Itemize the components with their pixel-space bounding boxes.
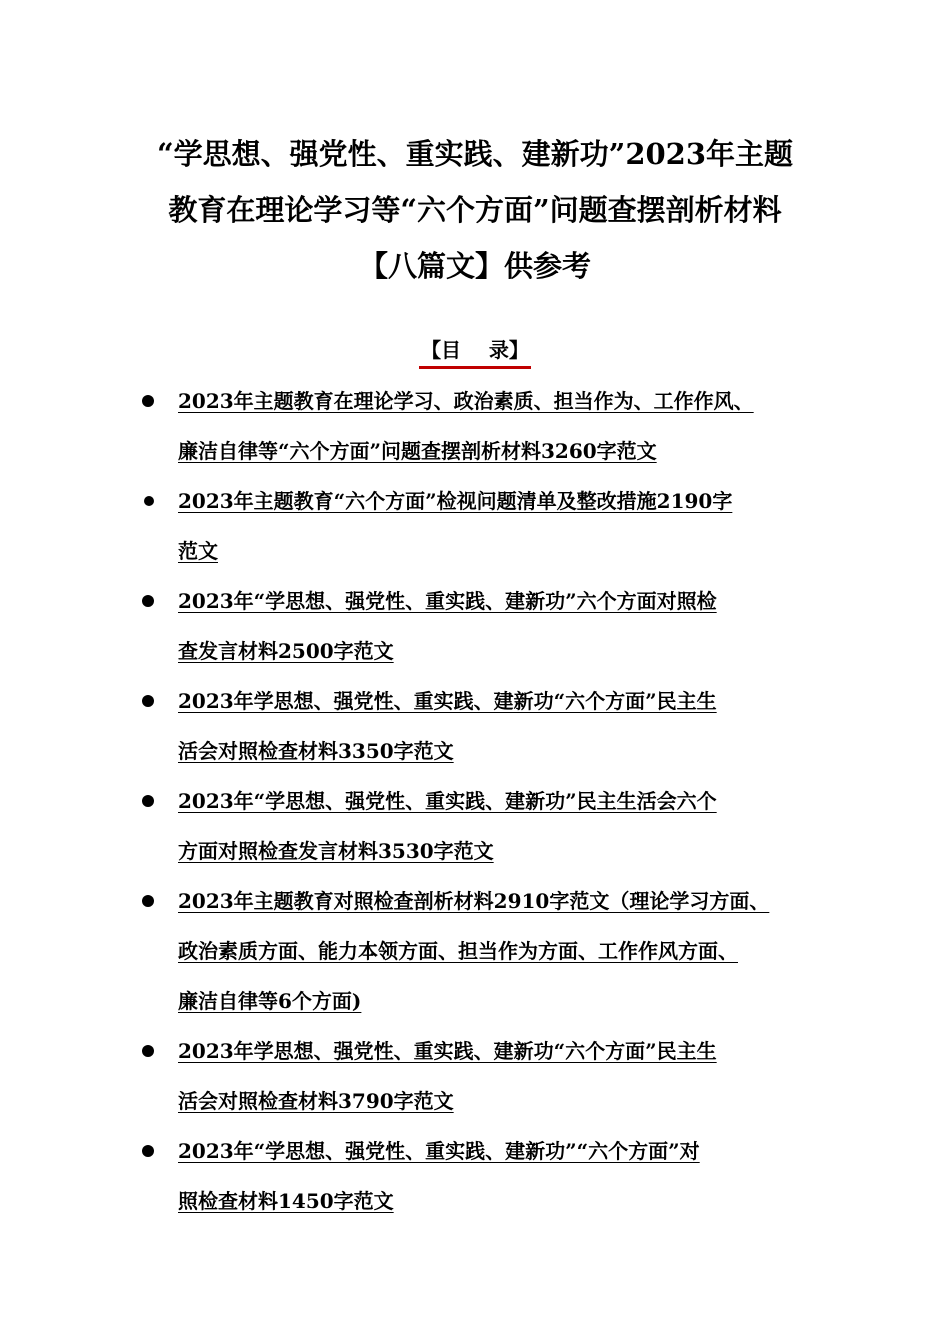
toc-item-line: 查发言材料2500字范文 (178, 639, 394, 663)
toc-heading (0, 336, 950, 369)
bullet-icon (142, 595, 154, 607)
toc-item-line: 政治素质方面、能力本领方面、担当作为方面、工作作风方面、 (178, 939, 738, 963)
toc-list (0, 376, 950, 1226)
toc-item-6[interactable] (0, 876, 950, 1026)
toc-item-line: 廉洁自律等“六个方面”问题查摆剖析材料3260字范文 (178, 439, 657, 463)
toc-item-4[interactable] (0, 676, 950, 776)
toc-item-line: 2023年学思想、强党性、重实践、建新功“六个方面”民主生 (178, 689, 717, 713)
bullet-icon (142, 895, 154, 907)
toc-item-line: 廉洁自律等6个方面) (178, 989, 362, 1013)
toc-item-2[interactable] (0, 476, 950, 576)
toc-item-7[interactable] (0, 1026, 950, 1126)
bullet-icon (142, 795, 154, 807)
toc-item-line: 2023年学思想、强党性、重实践、建新功“六个方面”民主生 (178, 1039, 717, 1063)
bullet-icon (142, 1145, 154, 1157)
bullet-icon (142, 695, 154, 707)
bullet-icon (142, 395, 154, 407)
title-line-1: “学思想、强党性、重实践、建新功”2023年主题 (156, 137, 794, 171)
document-title (90, 126, 860, 294)
title-line-3: 【八篇文】供参考 (358, 249, 591, 283)
toc-item-line: 方面对照检查发言材料3530字范文 (178, 839, 494, 863)
toc-item-1[interactable] (0, 376, 950, 476)
title-line-2: 教育在理论学习等“六个方面”问题查摆剖析材料 (168, 193, 782, 227)
toc-item-line: 2023年“学思想、强党性、重实践、建新功”“六个方面”对 (178, 1139, 700, 1163)
toc-item-line: 2023年主题教育“六个方面”检视问题清单及整改措施2190字 (178, 489, 733, 513)
toc-item-5[interactable] (0, 776, 950, 876)
bullet-icon (142, 1045, 154, 1057)
toc-item-line: 范文 (178, 539, 218, 563)
toc-item-3[interactable] (0, 576, 950, 676)
toc-item-line: 2023年主题教育对照检查剖析材料2910字范文（理论学习方面、 (178, 889, 770, 913)
toc-item-line: 照检查材料1450字范文 (178, 1189, 394, 1213)
toc-item-line: 2023年“学思想、强党性、重实践、建新功”六个方面对照检 (178, 589, 717, 613)
toc-item-line: 2023年主题教育在理论学习、政治素质、担当作为、工作作风、 (178, 389, 754, 413)
toc-item-line: 活会对照检查材料3350字范文 (178, 739, 454, 763)
toc-item-8[interactable] (0, 1126, 950, 1226)
toc-item-line: 2023年“学思想、强党性、重实践、建新功”民主生活会六个 (178, 789, 717, 813)
toc-heading-text: 【目 录】 (419, 336, 531, 369)
bullet-icon (144, 496, 154, 506)
toc-item-line: 活会对照检查材料3790字范文 (178, 1089, 454, 1113)
